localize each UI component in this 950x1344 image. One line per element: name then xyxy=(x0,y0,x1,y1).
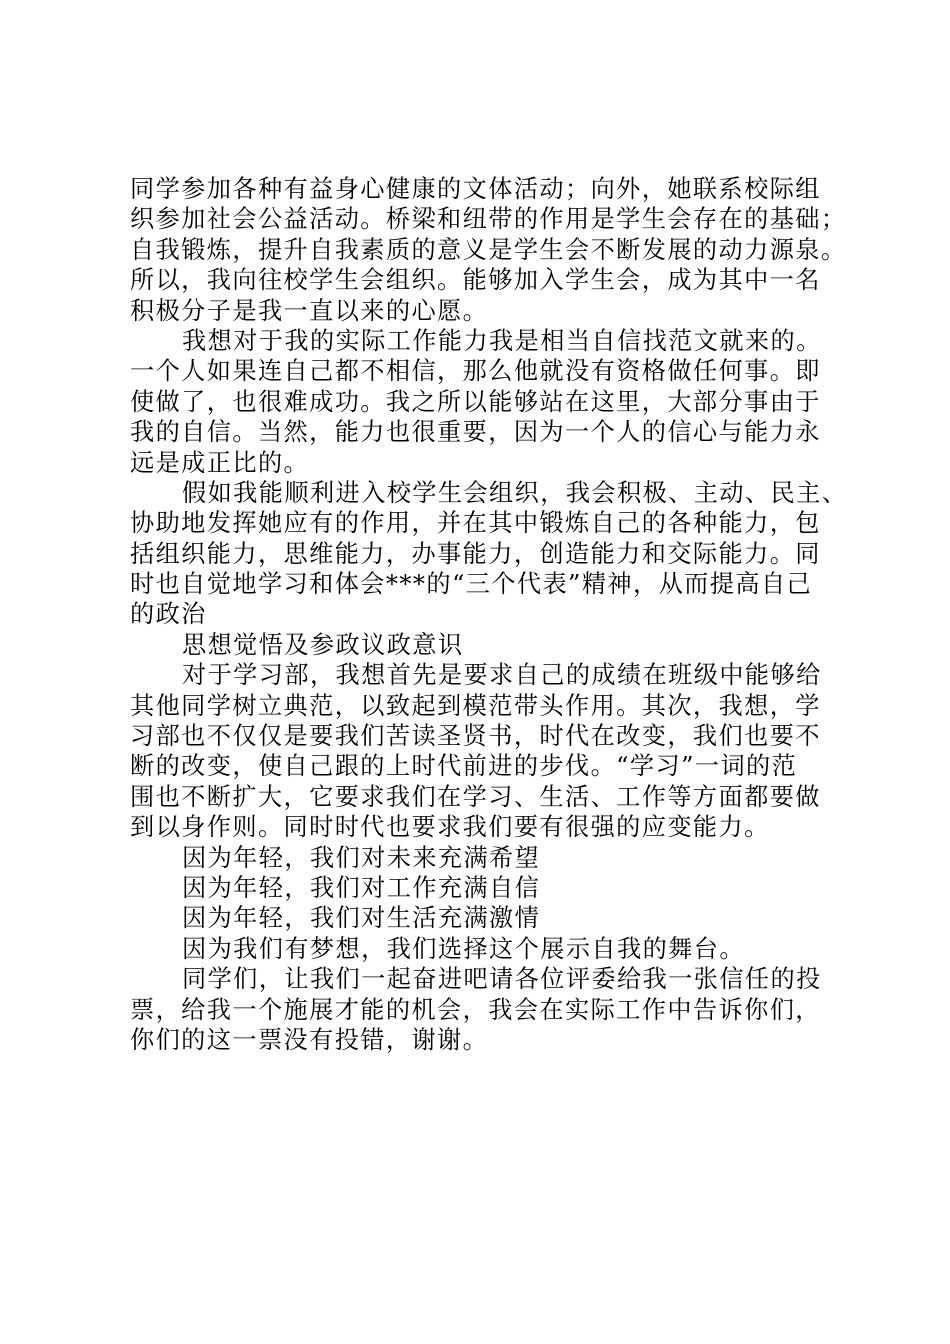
text-line: 对于学习部，我想首先是要求自己的成绩在班级中能够给 xyxy=(182,661,822,690)
text-line: 因为年轻，我们对生活充满激情 xyxy=(182,904,541,933)
text-line: 远是成正比的。 xyxy=(130,448,310,477)
text-line: 断的改变，使自己跟的上时代前进的步伐。“学习”一词的范 xyxy=(130,752,798,781)
text-line: 所以，我向往校学生会组织。能够加入学生会，成为其中一名 xyxy=(130,266,821,295)
text-line: 自我锻炼，提升自我素质的意义是学生会不断发展的动力源泉。 xyxy=(130,235,847,264)
text-line: 因为我们有梦想，我们选择这个展示自我的舞台。 xyxy=(182,934,745,963)
text-line: 因为年轻，我们对未来充满希望 xyxy=(182,843,541,872)
text-line: 协助地发挥她应有的作用，并在其中锻炼自己的各种能力，包 xyxy=(130,509,821,538)
text-line: 括组织能力，思维能力，办事能力，创造能力和交际能力。同 xyxy=(130,539,821,568)
text-line: 思想觉悟及参政议政意识 xyxy=(182,630,464,659)
text-line: 我想对于我的实际工作能力我是相当自信找范文就来的。 xyxy=(182,326,822,355)
text-line: 其他同学树立典范，以致起到模范带头作用。其次，我想，学 xyxy=(130,691,821,720)
text-line: 使做了，也很难成功。我之所以能够站在这里，大部分事由于 xyxy=(130,387,821,416)
text-line: 我的自信。当然，能力也很重要，因为一个人的信心与能力永 xyxy=(130,418,821,447)
text-line: 织参加社会公益活动。桥梁和纽带的作用是学生会存在的基础； xyxy=(130,205,847,234)
text-line: 到以身作则。同时时代也要求我们要有很强的应变能力。 xyxy=(130,813,770,842)
text-line: 同学参加各种有益身心健康的文体活动；向外，她联系校际组 xyxy=(130,175,821,203)
text-line: 票，给我一个施展才能的机会，我会在实际工作中告诉你们， xyxy=(130,995,821,1024)
text-line: 习部也不仅仅是要我们苦读圣贤书，时代在改变，我们也要不 xyxy=(130,722,821,751)
text-line: 同学们，让我们一起奋进吧请各位评委给我一张信任的投 xyxy=(182,965,822,994)
text-line: 积极分子是我一直以来的心愿。 xyxy=(130,296,489,325)
text-line: 一个人如果连自己都不相信，那么他就没有资格做任何事。即 xyxy=(130,357,821,386)
text-line: 时也自觉地学习和体会***的“三个代表”精神，从而提高自己 xyxy=(130,570,813,599)
text-line: 围也不断扩大，它要求我们在学习、生活、工作等方面都要做 xyxy=(130,782,821,811)
document-body xyxy=(130,174,848,1055)
text-line: 假如我能顺利进入校学生会组织，我会积极、主动、民主、 xyxy=(182,478,848,507)
text-line: 因为年轻，我们对工作充满自信 xyxy=(182,873,541,902)
text-line: 你们的这一票没有投错，谢谢。 xyxy=(130,1025,489,1054)
text-line: 的政治 xyxy=(130,600,207,629)
